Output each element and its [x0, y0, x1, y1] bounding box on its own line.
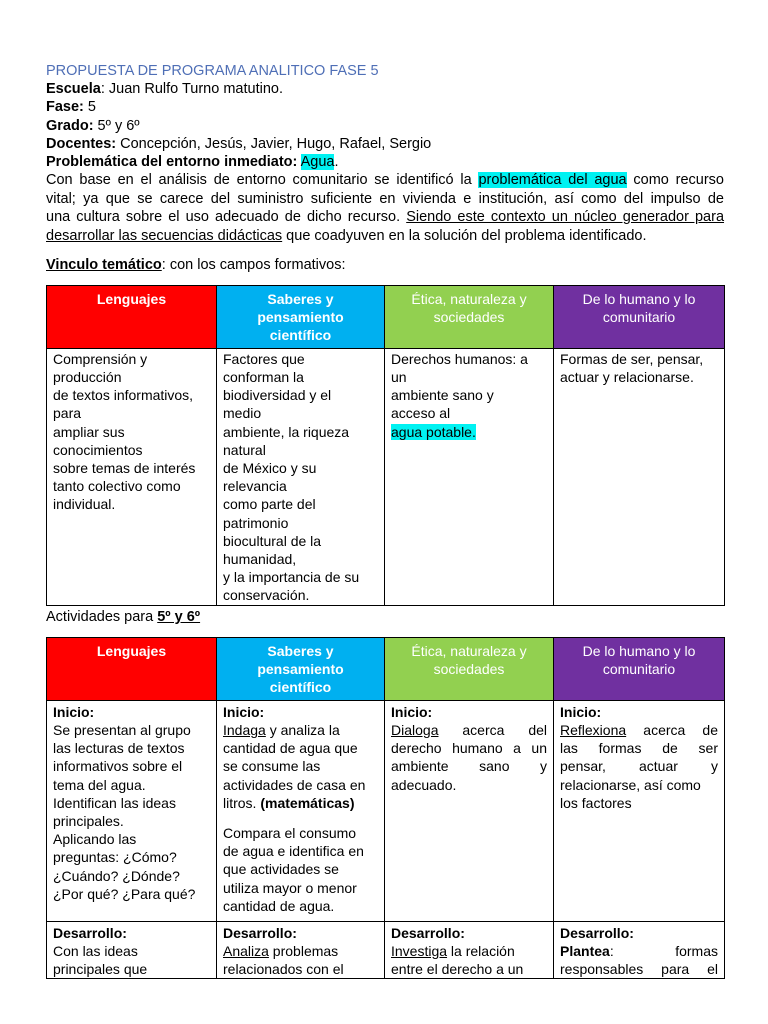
intro-line-1 [46, 171, 724, 190]
actividades-value: 5º y 6º [157, 608, 201, 625]
agua-potable-highlight: agua potable. [391, 423, 476, 440]
docentes-label: Docentes: [46, 135, 117, 152]
problematica-label: Problemática del entorno inmediato: [46, 154, 298, 171]
vinculo-value: : con los campos formativos: [161, 256, 346, 273]
actividades-label: Actividades para [46, 608, 158, 625]
inicio-saberes: Inicio: Indaga y analiza la cantidad de agua que se consume las actividades de casa en litros. (matemáticas) Compara el consumo de agua e identifica en que actividades se utiliza mayor o menor cantidad de agua. [217, 700, 385, 921]
fase-value: 5 [83, 99, 96, 116]
header2-lenguajes: Lenguajes [47, 637, 217, 700]
table1-content-row [47, 348, 725, 605]
header-lenguajes: Lenguajes [47, 285, 217, 348]
intro-text-1a: Con base en el análisis de entorno comunitario se identificó la [46, 172, 479, 189]
inicio-etica: Inicio: Dialoga acerca del derecho humano a un ambiente sano y adecuado. [385, 700, 554, 921]
campos-formativos-table [46, 285, 725, 606]
fase-label: Fase: [46, 99, 84, 116]
docentes-value: Concepción, Jesús, Javier, Hugo, Rafael, Sergio [116, 135, 432, 152]
table2-desarrollo-row [47, 921, 725, 979]
cell-humano: Formas de ser, pensar, actuar y relacionarse. [554, 348, 725, 605]
document-title: PROPUESTA DE PROGRAMA ANALITICO FASE 5 [46, 63, 379, 79]
document-page [46, 62, 724, 979]
header2-humano: De lo humano y lo comunitario [554, 637, 725, 700]
actividades-table [46, 637, 725, 980]
inicio-humano: Inicio: Reflexiona acerca de las formas de ser pensar, actuar y relacionarse, así como los factores [554, 700, 725, 921]
problematica-value: Agua [300, 154, 335, 171]
grado-label: Grado: [46, 117, 94, 134]
vinculo-label: Vinculo temático [46, 256, 162, 273]
vinculo-line [46, 256, 724, 274]
header-saberes: Saberes y pensamiento científico [217, 285, 385, 348]
intro-line-3 [46, 208, 724, 227]
desarrollo-saberes: Desarrollo: Analiza problemas relacionados con el [217, 921, 385, 979]
cell-lenguajes: Comprensión y producción de textos informativos, para ampliar sus conocimientos sobre temas de interés tanto colectivo como individual. [47, 348, 217, 605]
docentes-line [46, 135, 724, 153]
escuela-label: Escuela [46, 81, 101, 98]
inicio-lenguajes: Inicio: Se presentan al grupo las lecturas de textos informativos sobre el tema del agua. Identifican las ideas principales. Aplicando las preguntas: ¿Cómo? ¿Cuándo? ¿Dónde? ¿Por qué? ¿Para qué? [47, 700, 217, 921]
intro-text-3a: una cultura sobre el uso adecuado de dicho recurso. [46, 209, 407, 226]
header-etica: Ética, naturaleza y sociedades [385, 285, 554, 348]
desarrollo-etica: Desarrollo: Investiga la relación entre el derecho a un [385, 921, 554, 979]
actividades-line [46, 608, 724, 626]
escuela-value: : Juan Rulfo Turno matutino. [100, 81, 283, 98]
desarrollo-humano: Desarrollo: Plantea: formas responsables para el [554, 921, 725, 979]
table2-inicio-row [47, 700, 725, 921]
cell-etica: Derechos humanos: a un ambiente sano y acceso al agua potable. [385, 348, 554, 605]
table1-header-row [47, 285, 725, 348]
table2-header-row [47, 637, 725, 700]
problematica-line [46, 153, 724, 171]
intro-line-4 [46, 227, 724, 246]
fase-line [46, 98, 724, 116]
intro-text-4b: que coadyuven en la solución del problema identificado. [282, 228, 647, 244]
header-humano: De lo humano y lo comunitario [554, 285, 725, 348]
header2-saberes: Saberes y pensamiento científico [217, 637, 385, 700]
intro-underline-4: desarrollar las secuencias didácticas [46, 228, 283, 244]
intro-highlight: problemática del agua [478, 172, 627, 189]
intro-paragraph [46, 171, 724, 245]
desarrollo-lenguajes: Desarrollo: Con las ideas principales que [47, 921, 217, 979]
header2-etica: Ética, naturaleza y sociedades [385, 637, 554, 700]
grado-value: 5º y 6º [93, 117, 140, 134]
escuela-line [46, 80, 724, 98]
intro-line-2: vital; ya que se carece del suministro suficiente en vivienda e institución, así como del impulso de [46, 190, 724, 207]
grado-line [46, 117, 724, 135]
intro-underline-3: Siendo este contexto un núcleo generador para [406, 209, 725, 226]
cell-saberes: Factores que conforman la biodiversidad y el medio ambiente, la riqueza natural de México y su relevancia como parte del patrimonio biocultural de la humanidad, y la importancia de su conservación. [217, 348, 385, 605]
intro-text-1b: como recurso [626, 172, 725, 189]
problematica-tail: . [334, 154, 339, 171]
